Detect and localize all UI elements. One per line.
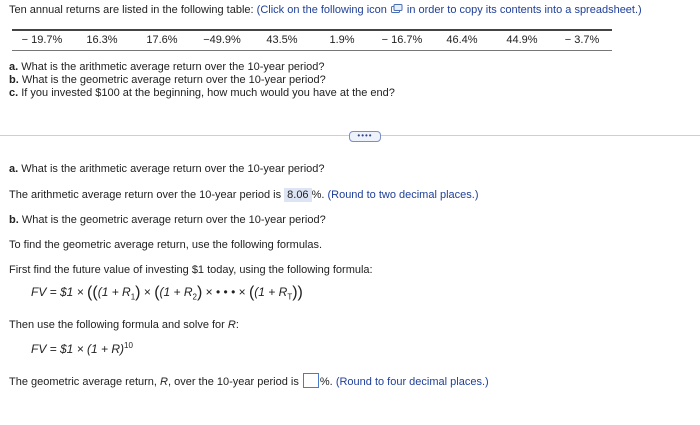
formula1-term2-sub: 2	[192, 292, 197, 302]
answer-b-unit: %.	[319, 376, 333, 388]
table-cell: 46.4%	[432, 30, 492, 51]
answer-b-hint: (Round to four decimal places.)	[335, 376, 489, 388]
geometric-return-input[interactable]	[303, 373, 319, 388]
question-c-text: If you invested $100 at the beginning, how much would you have at the end?	[21, 87, 395, 99]
question-b-label: b.	[9, 74, 19, 86]
answer-b-prefix: The geometric average return,	[9, 376, 157, 388]
solution-a-heading	[9, 163, 325, 175]
table-cell: 43.5%	[252, 30, 312, 51]
returns-table	[12, 29, 612, 51]
solution-a-label: a.	[9, 163, 19, 175]
intro-line	[9, 4, 642, 17]
answer-a-unit: %.	[311, 189, 325, 201]
formula1-lhs: FV = $1 ×	[31, 285, 84, 299]
table-cell: 1.9%	[312, 30, 372, 51]
question-c	[9, 87, 395, 100]
table-cell: − 19.7%	[12, 30, 72, 51]
table-row	[12, 30, 612, 51]
formula1-term3-sub: T	[287, 292, 293, 302]
answer-a-value: 8.06	[284, 188, 311, 202]
formula1-term1: (1 + R	[97, 285, 131, 299]
solution-b-line3: Then use the following formula and solve for R:	[9, 319, 239, 331]
question-list	[9, 61, 395, 100]
solution-b-line3-text: Then use the following formula and solve for	[9, 319, 225, 331]
solution-b-heading	[9, 214, 326, 226]
formula2-exponent: 10	[124, 341, 133, 350]
question-a	[9, 61, 395, 74]
geometric-formula	[31, 341, 133, 356]
table-cell: − 16.7%	[372, 30, 432, 51]
copy-icon[interactable]	[391, 4, 403, 17]
table-cell: 16.3%	[72, 30, 132, 51]
question-a-text: What is the arithmetic average return over the 10-year period?	[21, 61, 325, 73]
answer-a-prefix: The arithmetic average return over the 10-year period is	[9, 189, 282, 201]
formula1-term3: (1 + R	[254, 285, 288, 299]
solution-b-answer	[9, 373, 489, 388]
formula1-term1-sub: 1	[130, 292, 136, 302]
question-b	[9, 74, 395, 87]
question-c-label: c.	[9, 87, 19, 99]
table-cell: −49.9%	[192, 30, 252, 51]
table-cell: 44.9%	[492, 30, 552, 51]
intro-text: Ten annual returns are listed in the following table:	[9, 4, 254, 16]
formula1-dots: × • • • ×	[205, 285, 246, 299]
answer-b-mid: , over the 10-year period is	[167, 376, 299, 388]
future-value-formula: FV = $1 × (($(1 + R_1) \times ((1 + R_2)$ × • • • × $((1 + R_T))$	[31, 284, 303, 302]
solution-b-line1: To find the geometric average return, use the following formulas.	[9, 239, 323, 251]
table-cell: − 3.7%	[552, 30, 612, 51]
solution-b-text: What is the geometric average return over the 10-year period?	[21, 214, 326, 226]
solution-a-answer	[9, 188, 478, 202]
intro-link-before: (Click on the following icon	[256, 4, 387, 16]
solution-b-line2: First find the future value of investing $1 today, using the following formula:	[9, 264, 373, 276]
formula1-term2: (1 + R	[159, 285, 193, 299]
solution-b-label: b.	[9, 214, 19, 226]
solution-b-line3-var: R	[227, 319, 236, 331]
question-a-label: a.	[9, 61, 19, 73]
question-b-text: What is the geometric average return over the 10-year period?	[21, 74, 326, 86]
solution-a-text: What is the arithmetic average return over the 10-year period?	[21, 163, 325, 175]
formula2-lhs: FV = $1 × (1 + R)	[31, 342, 125, 356]
answer-b-var: R	[160, 376, 168, 388]
expand-more-button[interactable]: ••••	[349, 131, 381, 142]
intro-link-after: in order to copy its contents into a spreadsheet.)	[406, 4, 642, 16]
table-cell: 17.6%	[132, 30, 192, 51]
answer-a-hint: (Round to two decimal places.)	[327, 189, 479, 201]
